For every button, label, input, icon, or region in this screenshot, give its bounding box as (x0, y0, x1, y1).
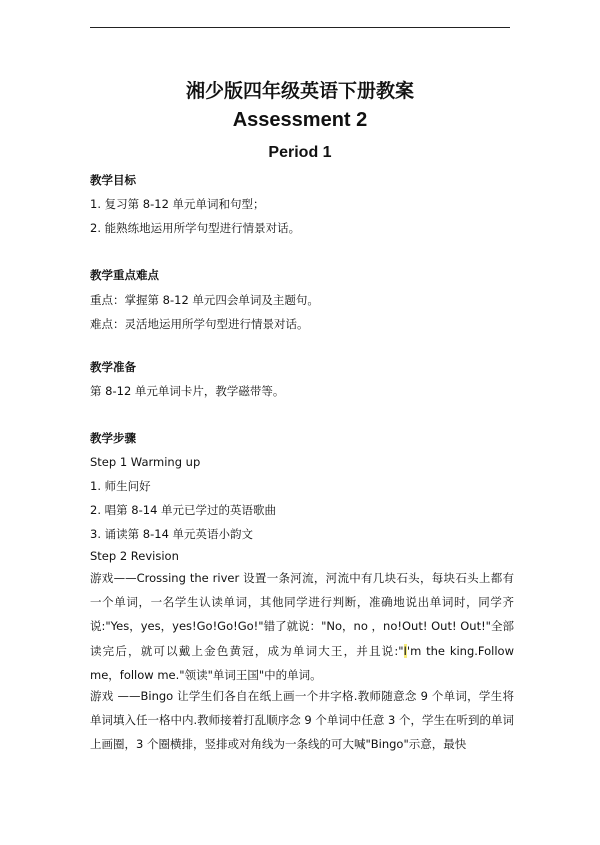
objectives-heading: 教学目标 (90, 173, 136, 187)
highlighted-text: I (403, 643, 407, 658)
document-subtitle: Assessment 2 (232, 109, 368, 131)
step2-title: Step 2 Revision (90, 549, 179, 563)
crossing-river-game-paragraph (90, 566, 514, 687)
key-points-heading: 教学重点难点 (90, 268, 159, 282)
preparation-heading: 教学准备 (90, 360, 136, 374)
objective-item: 1. 复习第 8-12 单元单词和句型； (90, 197, 265, 211)
step1-title: Step 1 Warming up (90, 455, 201, 469)
game1-text-end: 'm the king.Follow me，follow me."领读"单词王国"中的单词。 (90, 643, 515, 682)
document-title: 湘少版四年级英语下册教案 (185, 80, 414, 102)
header-rule (90, 27, 510, 28)
preparation-item: 第 8-12 单元单词卡片，教学磁带等。 (90, 384, 285, 398)
game1-text: 游戏——Crossing the river 设置一条河流，河流中有几块石头，每块石头上都有一个单词，一名学生认读单词，其他同学进行判断，准确地说出单词时，同学齐说:"Yes，yes，yes!Go!Go!Go!"错了就说："No，no ，no!Out! Out! Out!"全部读完后，就可以戴上金色黄冠，成为单词大王，并且说:" (90, 571, 514, 658)
period-title: Period 1 (268, 144, 332, 161)
steps-heading: 教学步骤 (90, 431, 136, 445)
step1-item: 2. 唱第 8-14 单元已学过的英语歌曲 (90, 503, 277, 517)
bingo-game-paragraph: 游戏 ——Bingo 让学生们各自在纸上画一个井字格.教师随意念 9 个单词，学生将单词填入任一格中内.教师接着打乱顺序念 9 个单词中任意 3 个，学生在听到的单词上画圈，3 个圈横排，竖排或对角线为一条线的可大喊"Bingo"示意，最快 (90, 689, 514, 752)
key-point-item: 难点：灵活地运用所学句型进行情景对话。 (90, 317, 309, 331)
objective-item: 2. 能熟练地运用所学句型进行情景对话。 (90, 221, 301, 235)
key-point-item: 重点：掌握第 8-12 单元四会单词及主题句。 (90, 293, 319, 307)
step1-item: 1. 师生问好 (90, 479, 151, 493)
step1-item: 3. 诵读第 8-14 单元英语小韵文 (90, 527, 254, 541)
